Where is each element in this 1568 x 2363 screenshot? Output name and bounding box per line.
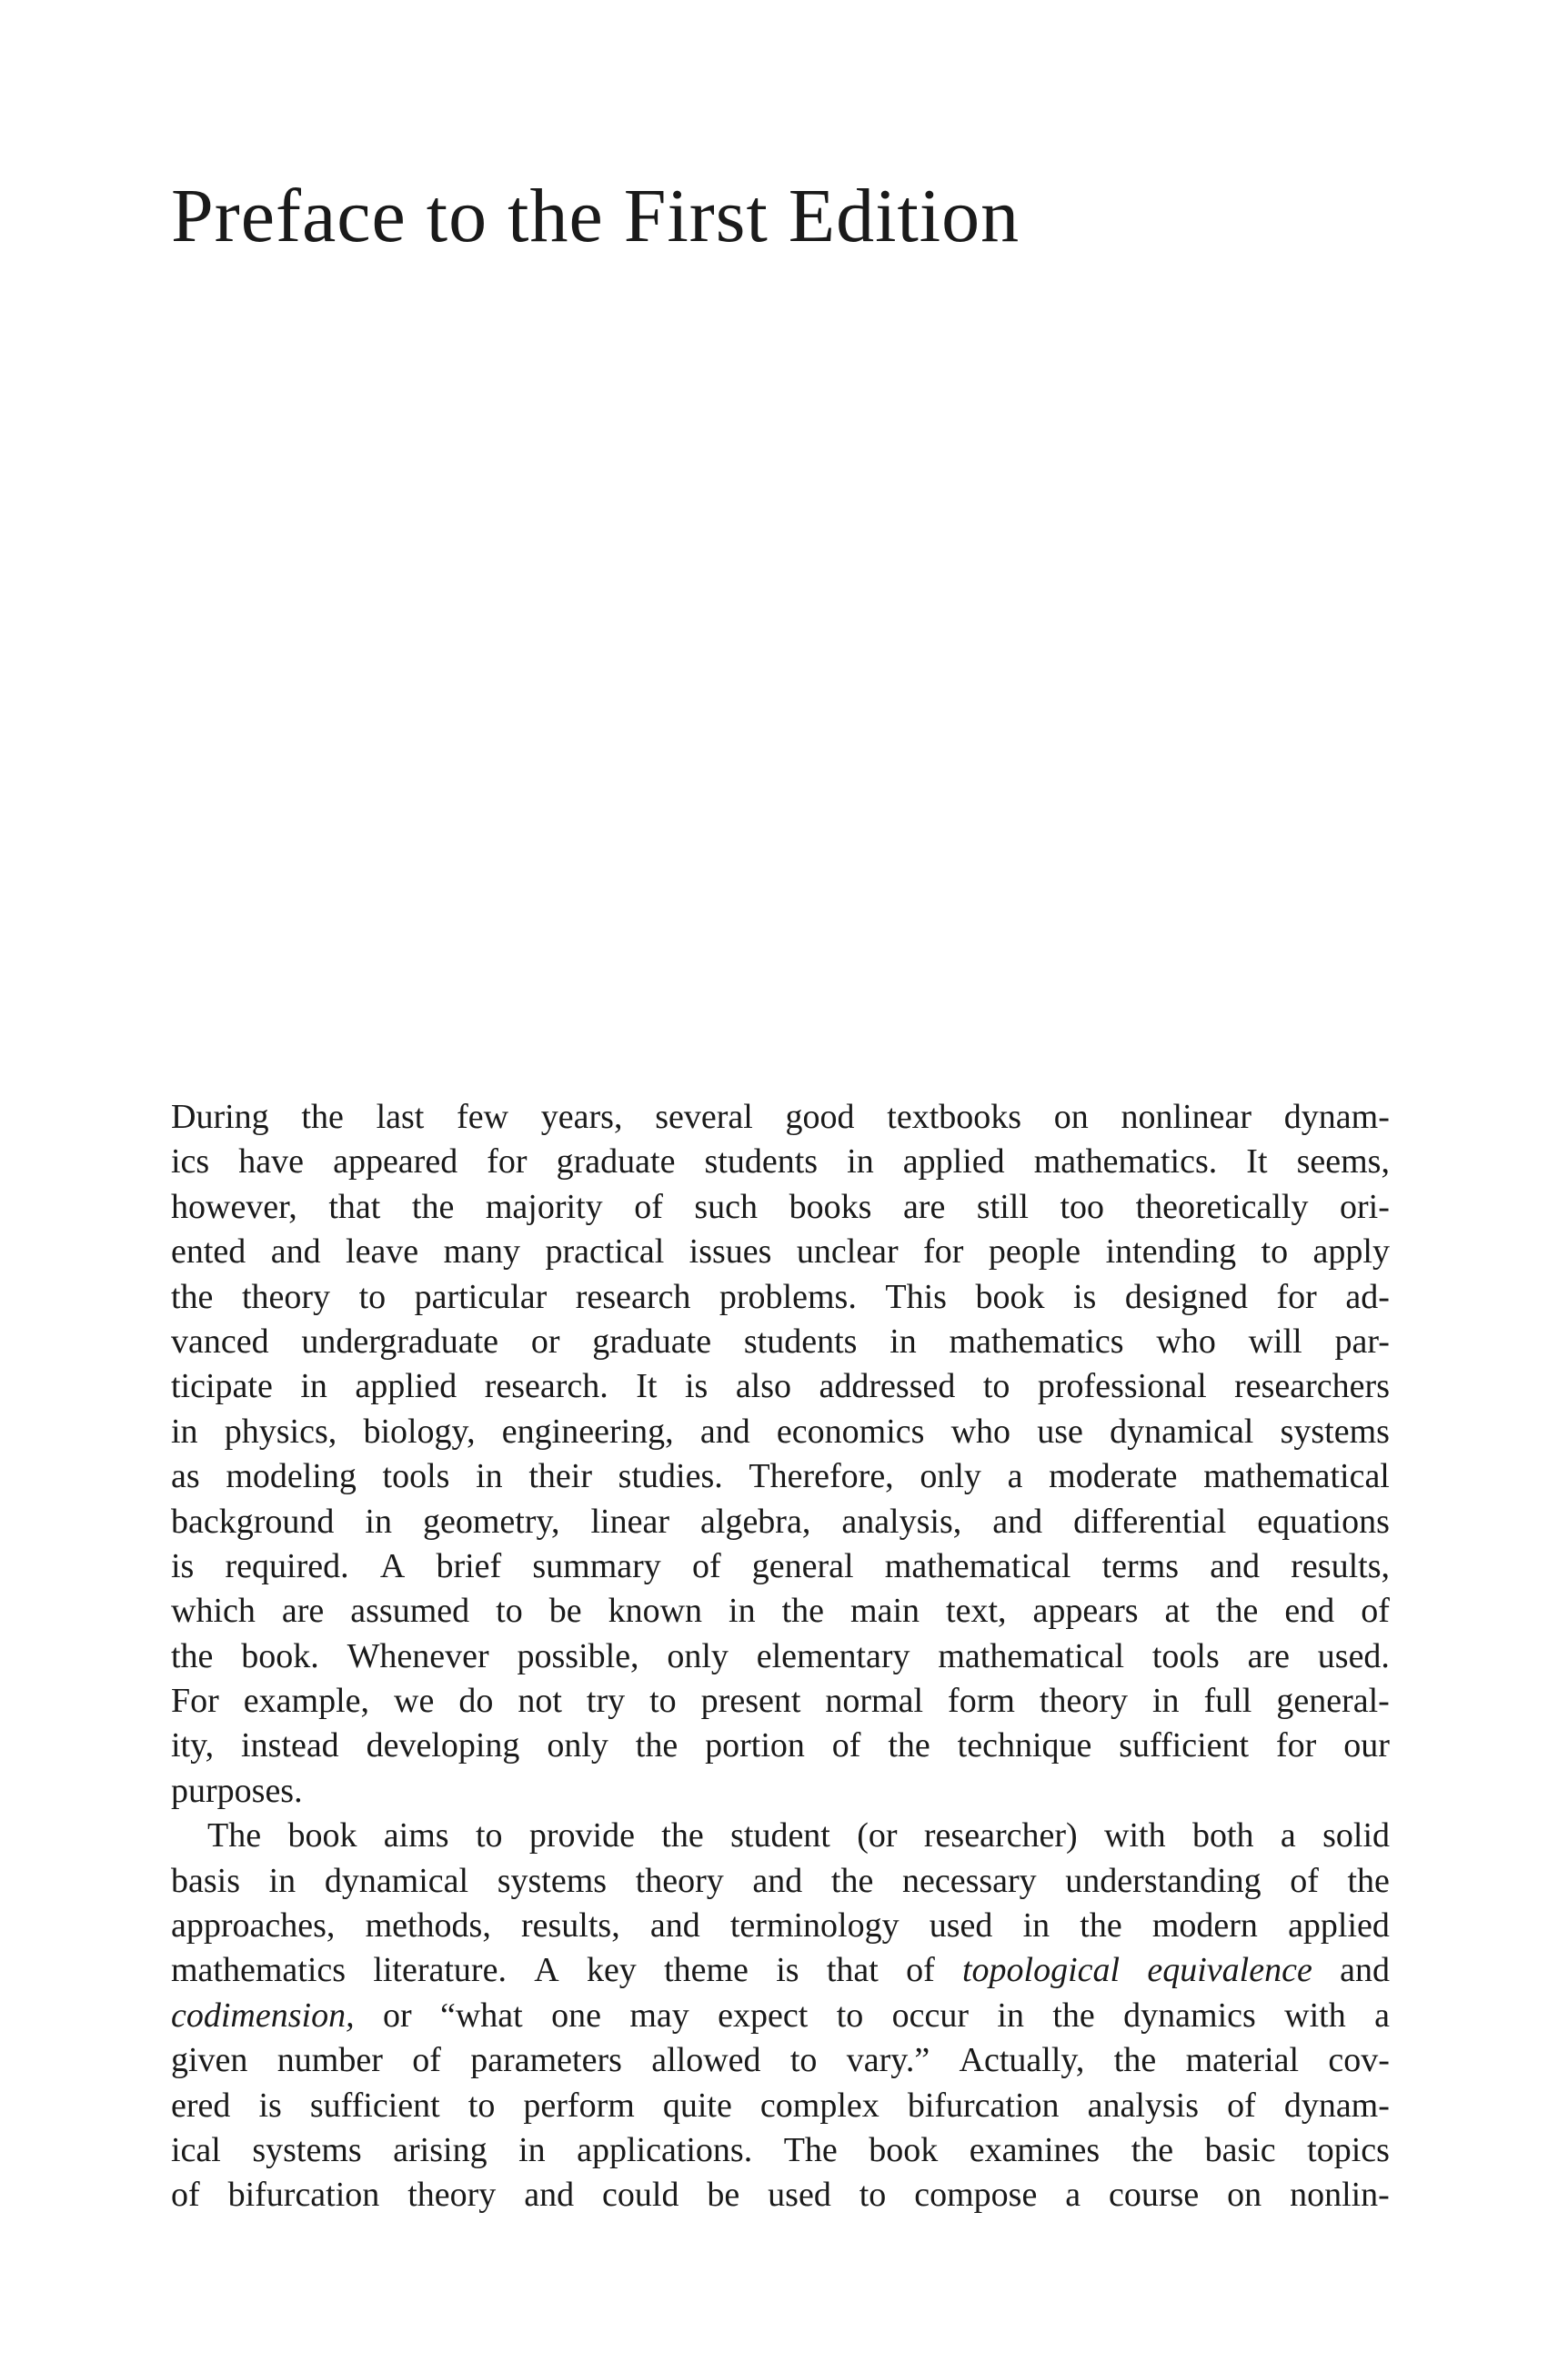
paragraph-2-line: of bifurcation theory and could be used to compose a course on nonlin- [171,2176,1390,2215]
paragraph-1-line: ented and leave many practical issues unclear for people intending to apply [171,1232,1390,1272]
paragraph-2-line: The book aims to provide the student (or researcher) with both a solid [207,1816,1390,1855]
paragraph-2-line: codimension, or “what one may expect to occur in the dynamics with a [171,1996,1390,2035]
page-title: Preface to the First Edition [171,174,1020,258]
paragraph-1-line: the theory to particular research problems. This book is designed for ad- [171,1277,1390,1316]
paragraph-1-line: which are assumed to be known in the main text, appears at the end of [171,1592,1390,1631]
paragraph-2-line: given number of parameters allowed to vary.” Actually, the material cov- [171,2041,1390,2080]
paragraph-1-line: however, that the majority of such books are still too theoretically ori- [171,1187,1390,1226]
paragraph-2-line: ical systems arising in applications. The book examines the basic topics [171,2130,1390,2169]
paragraph-1-line: ics have appeared for graduate students in applied mathematics. It seems, [171,1142,1390,1182]
paragraph-1-line: For example, we do not try to present normal form theory in full general- [171,1682,1390,1721]
paragraph-1-line: background in geometry, linear algebra, analysis, and differential equations [171,1502,1390,1541]
paragraph-1-line: is required. A brief summary of general mathematical terms and results, [171,1546,1390,1585]
paragraph-2-line: ered is sufficient to perform quite complex bifurcation analysis of dynam- [171,2086,1390,2125]
paragraph-1-line: in physics, biology, engineering, and economics who use dynamical systems [171,1412,1390,1451]
paragraph-2-line: approaches, methods, results, and terminology used in the modern applied [171,1906,1390,1946]
paragraph-2-line: mathematics literature. A key theme is that of topological equivalence and [171,1951,1390,1990]
preface-body [171,1095,1390,2218]
paragraph-1-line: as modeling tools in their studies. Therefore, only a moderate mathematical [171,1457,1390,1496]
paragraph-1-line: the book. Whenever possible, only elementary mathematical tools are used. [171,1636,1390,1675]
paragraph-1-line: ity, instead developing only the portion of the technique sufficient for our [171,1726,1390,1765]
paragraph-2-line: basis in dynamical systems theory and the necessary understanding of the [171,1861,1390,1900]
paragraph-1-line: ticipate in applied research. It is also addressed to professional researchers [171,1367,1390,1406]
paragraph-1-line: vanced undergraduate or graduate students in mathematics who will par- [171,1322,1390,1361]
paragraph-1-line: purposes. [171,1771,303,1810]
paragraph-1-line: During the last few years, several good textbooks on nonlinear dynam- [171,1098,1390,1136]
